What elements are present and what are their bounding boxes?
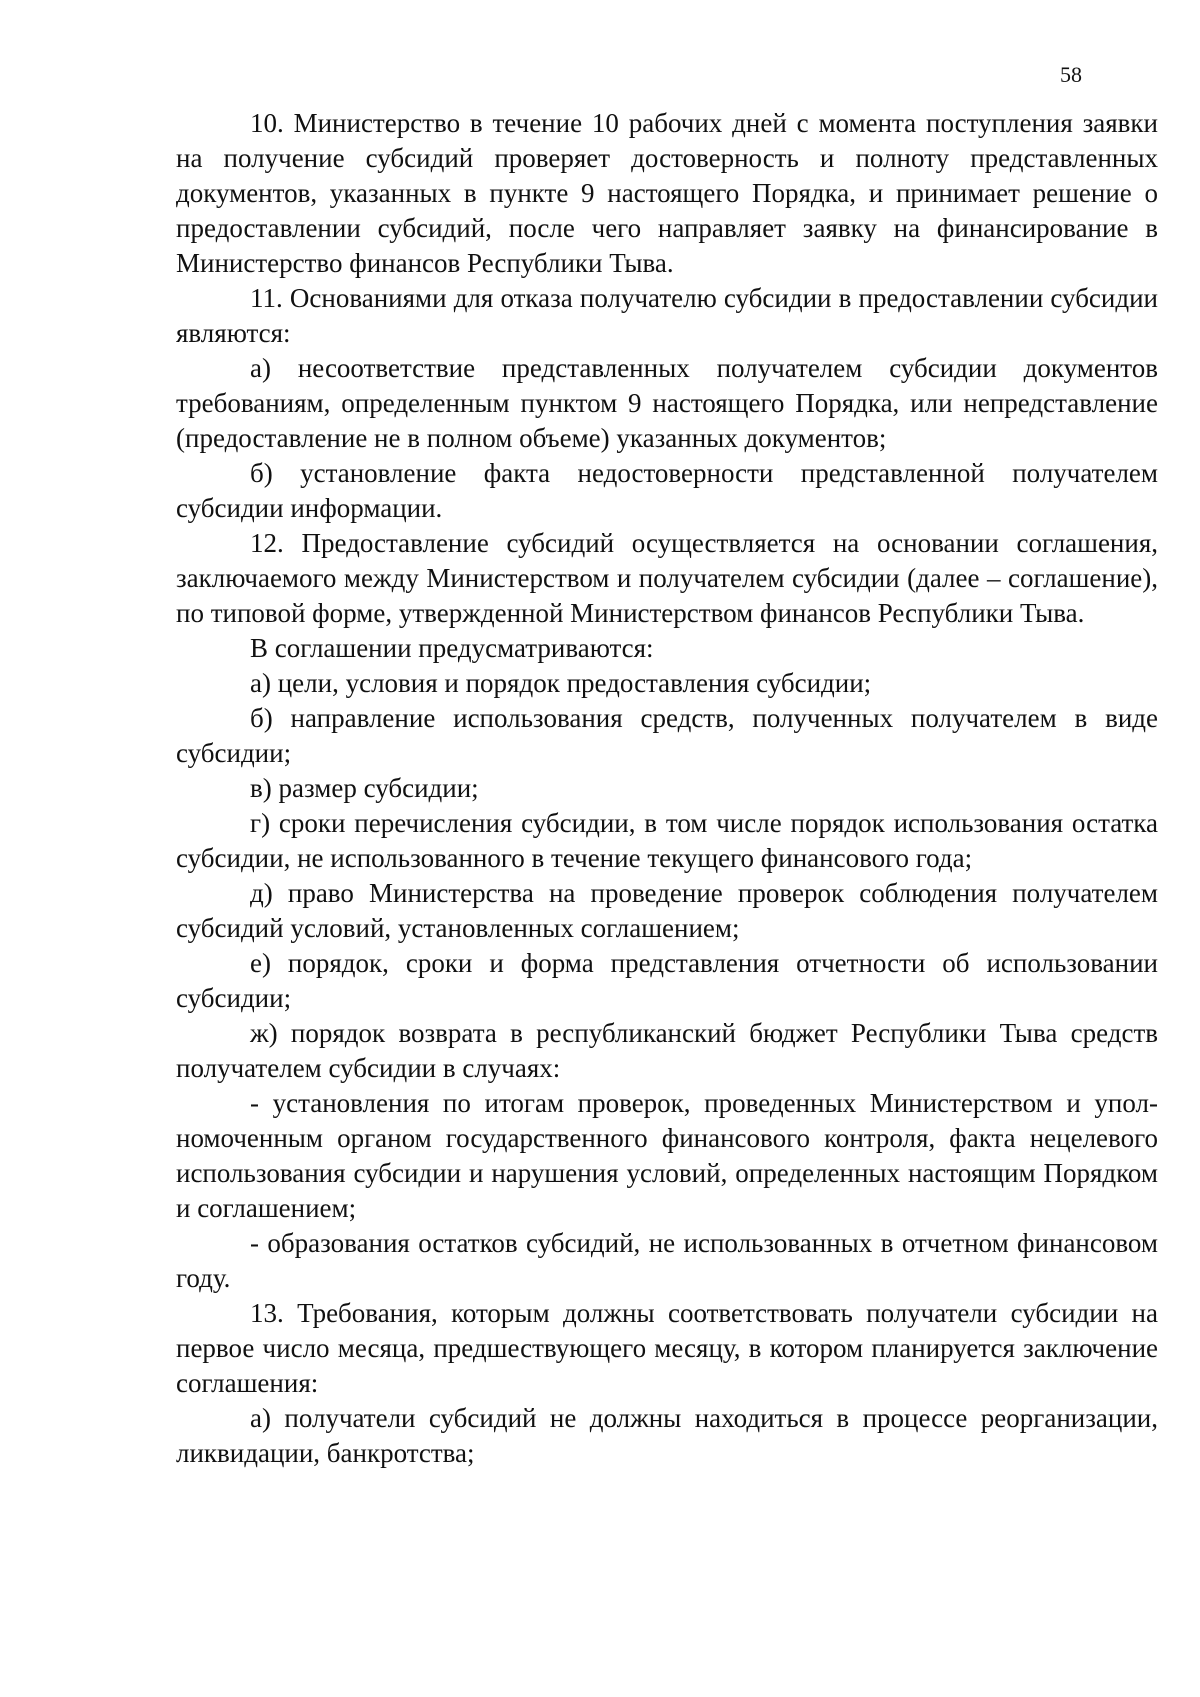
paragraph-13-item-a: а) получатели субсидий не должны находиться в процессе реорганизации, ликвидации, банкротства;	[176, 1403, 1158, 1468]
agreement-item-zh: ж) порядок возврата в республиканский бюджет Республики Тыва средств получателем субсидии в случаях:	[176, 1018, 1158, 1083]
agreement-item-v: в) размер субсидии;	[250, 773, 479, 803]
paragraph-10: 10. Министерство в течение 10 рабочих дней с момента поступления заявки на получение субсидий проверяет достоверность и полноту представленных документов, указанных в пункте 9 настоящего Порядка, и принимает решение о предоставлении субсидий, после чего направляет заявку на финансирование в Министерство финансов Республики Тыва.	[176, 108, 1158, 278]
paragraph-11-item-a: а) несоответствие представленных получателем субсидии документов требованиям, определенным пунктом 9 настоящего Порядка, или непредставление (предоставление не в полном объеме) указанных документов;	[176, 353, 1158, 453]
refund-case-1: - установления по итогам проверок, проведенных Министерством и уполномоченным органом государственного финансового контроля, факта нецелевого использования субсидии и нарушения условий, определенных настоящим Порядком и соглашением;	[176, 1088, 1158, 1223]
paragraph-12: 12. Предоставление субсидий осуществляется на основании соглашения, заключаемого между Министерством и получателем субсидии (далее – соглашение), по типовой форме, утвержденной Министерством финансов Республики Тыва.	[176, 528, 1158, 628]
document-body	[176, 106, 1158, 1471]
agreement-item-g: г) сроки перечисления субсидии, в том числе порядок использования остатка субсидии, не использованного в течение текущего финансового года;	[176, 808, 1158, 873]
agreement-intro: В соглашении предусматриваются:	[250, 633, 654, 663]
paragraph-11: 11. Основаниями для отказа получателю субсидии в предоставлении субсидии являются:	[176, 283, 1158, 348]
agreement-item-a: а) цели, условия и порядок предоставления субсидии;	[250, 668, 872, 698]
agreement-item-d: д) право Министерства на проведение проверок соблюдения получателем субсидий условий, установленных соглашением;	[176, 878, 1158, 943]
agreement-item-b: б) направление использования средств, полученных получателем в виде субсидии;	[176, 703, 1158, 768]
page-number: 58	[1060, 62, 1082, 87]
refund-case-2: - образования остатков субсидий, не использованных в отчетном финансовом году.	[176, 1228, 1158, 1293]
paragraph-11-item-b: б) установление факта недостоверности представленной получателем субсидии информации.	[176, 458, 1158, 523]
paragraph-13: 13. Требования, которым должны соответствовать получатели субсидии на первое число месяца, предшествующего месяцу, в котором планируется заключение соглашения:	[176, 1298, 1158, 1398]
agreement-item-e: е) порядок, сроки и форма представления отчетности об использовании субсидии;	[176, 948, 1158, 1013]
